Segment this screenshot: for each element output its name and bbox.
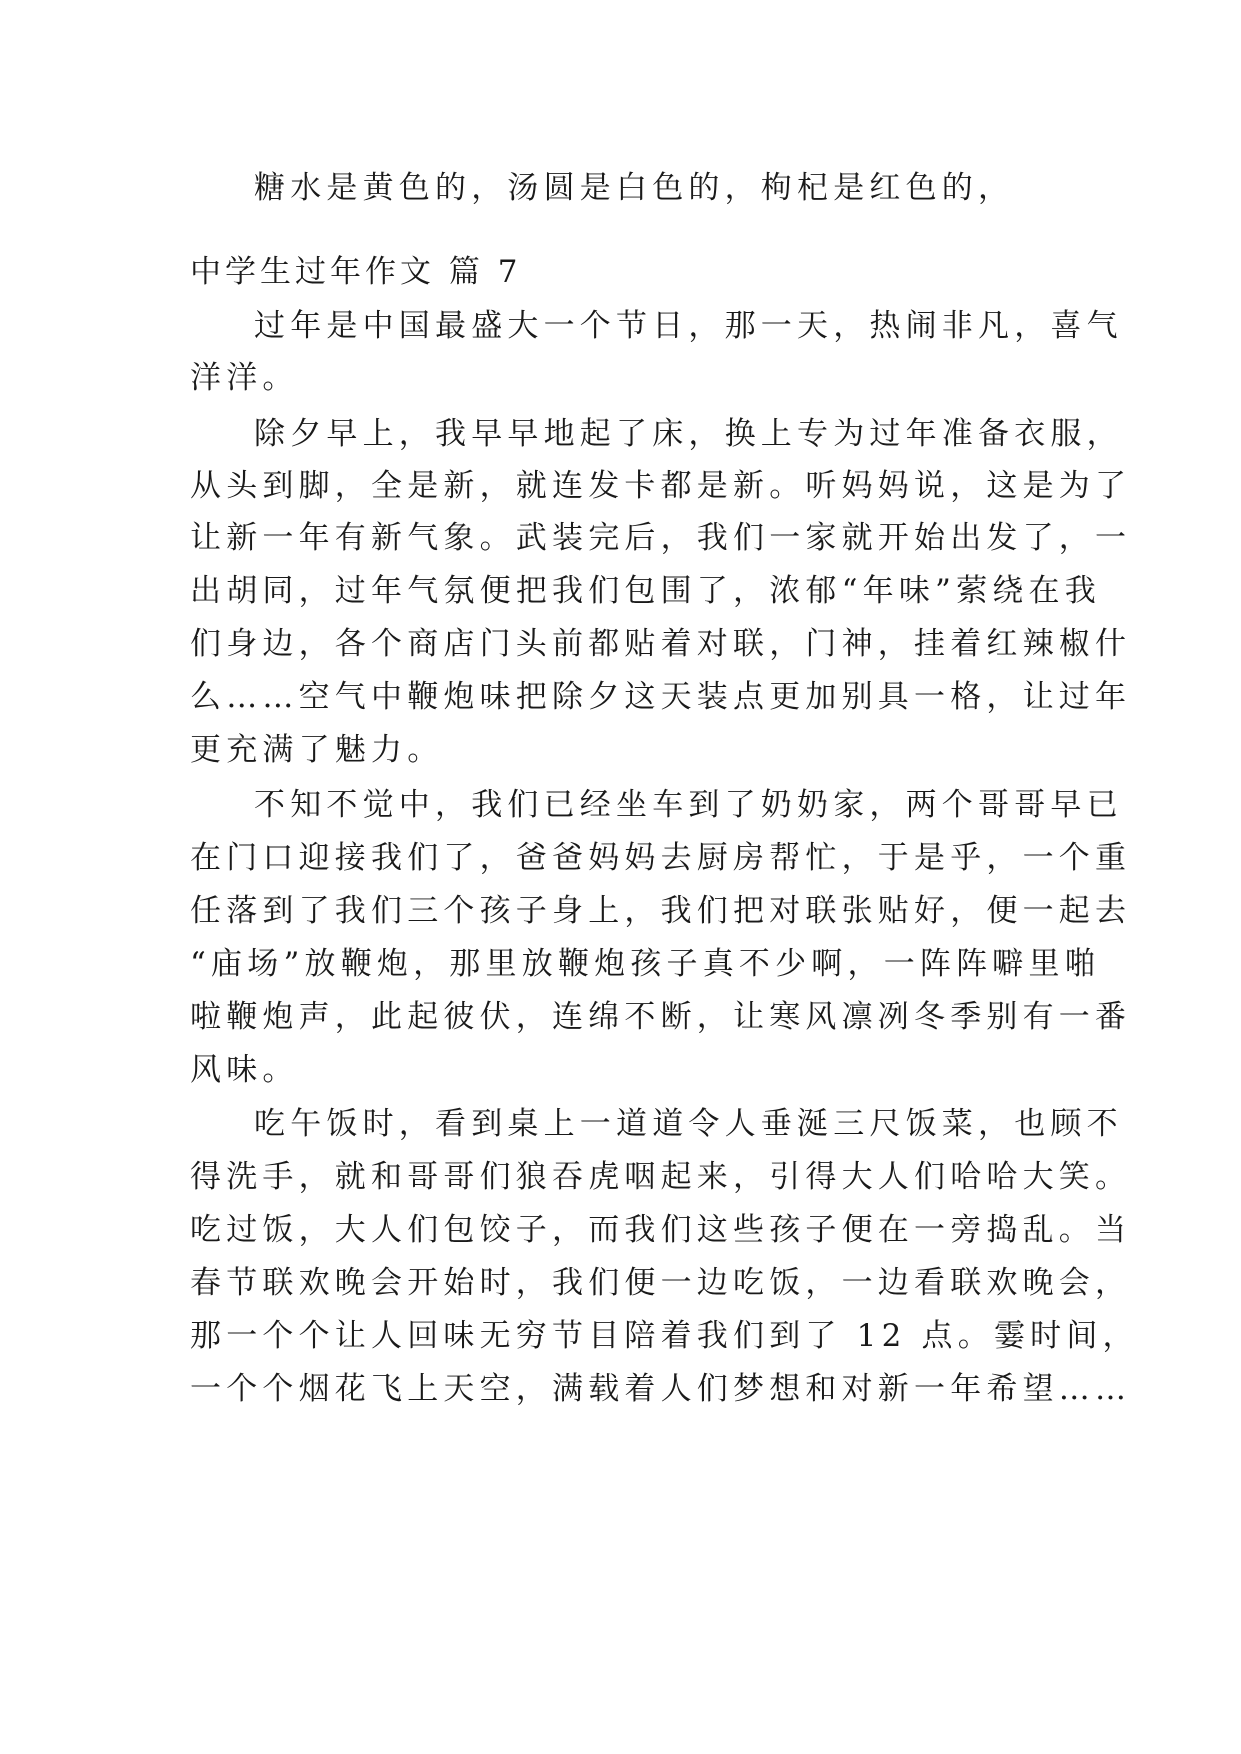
paragraph-line: 出胡同，过年气氛便把我们包围了，浓郁“年味”萦绕在我 <box>190 573 1101 609</box>
paragraph-line: 风味。 <box>190 1052 299 1088</box>
paragraph-line: 在门口迎接我们了，爸爸妈妈去厨房帮忙，于是乎，一个重 <box>190 840 1132 876</box>
section-title: 中学生过年作文 篇 7 <box>190 254 522 290</box>
paragraph-line: 吃过饭，大人们包饺子，而我们这些孩子便在一旁捣乱。当 <box>190 1212 1132 1248</box>
paragraph-line: 们身边，各个商店门头前都贴着对联，门神，挂着红辣椒什 <box>190 626 1132 662</box>
paragraph-line: 不知不觉中，我们已经坐车到了奶奶家，两个哥哥早已 <box>254 787 1123 823</box>
paragraph-line: 那一个个让人回味无穷节目陪着我们到了 12 点。霎时间， <box>190 1318 1139 1354</box>
paragraph-line: 任落到了我们三个孩子身上，我们把对联张贴好，便一起去 <box>190 893 1132 929</box>
paragraph-line: 过年是中国最盛大一个节日，那一天，热闹非凡，喜气 <box>254 308 1123 344</box>
paragraph-line: 洋洋。 <box>190 360 299 396</box>
paragraph-line: 吃午饭时，看到桌上一道道令人垂涎三尺饭菜，也顾不 <box>254 1106 1123 1142</box>
paragraph-line: 让新一年有新气象。武装完后，我们一家就开始出发了，一 <box>190 520 1132 556</box>
paragraph-line: 除夕早上，我早早地起了床，换上专为过年准备衣服， <box>254 416 1123 452</box>
intro-line: 糖水是黄色的，汤圆是白色的，枸杞是红色的， <box>254 170 1015 206</box>
paragraph-line: 春节联欢晚会开始时，我们便一边吃饭，一边看联欢晚会， <box>190 1265 1132 1301</box>
paragraph-line: “庙场”放鞭炮，那里放鞭炮孩子真不少啊，一阵阵噼里啪 <box>190 946 1101 982</box>
paragraph-line: 一个个烟花飞上天空，满载着人们梦想和对新一年希望…… <box>190 1371 1132 1407</box>
paragraph-line: 么……空气中鞭炮味把除夕这天装点更加别具一格，让过年 <box>190 679 1132 715</box>
paragraph-line: 从头到脚，全是新，就连发卡都是新。听妈妈说，这是为了 <box>190 468 1132 504</box>
paragraph-line: 更充满了魅力。 <box>190 732 444 768</box>
paragraph-line: 啦鞭炮声，此起彼伏，连绵不断，让寒风凛冽冬季别有一番 <box>190 999 1132 1035</box>
paragraph-line: 得洗手，就和哥哥们狼吞虎咽起来，引得大人们哈哈大笑。 <box>190 1159 1132 1195</box>
